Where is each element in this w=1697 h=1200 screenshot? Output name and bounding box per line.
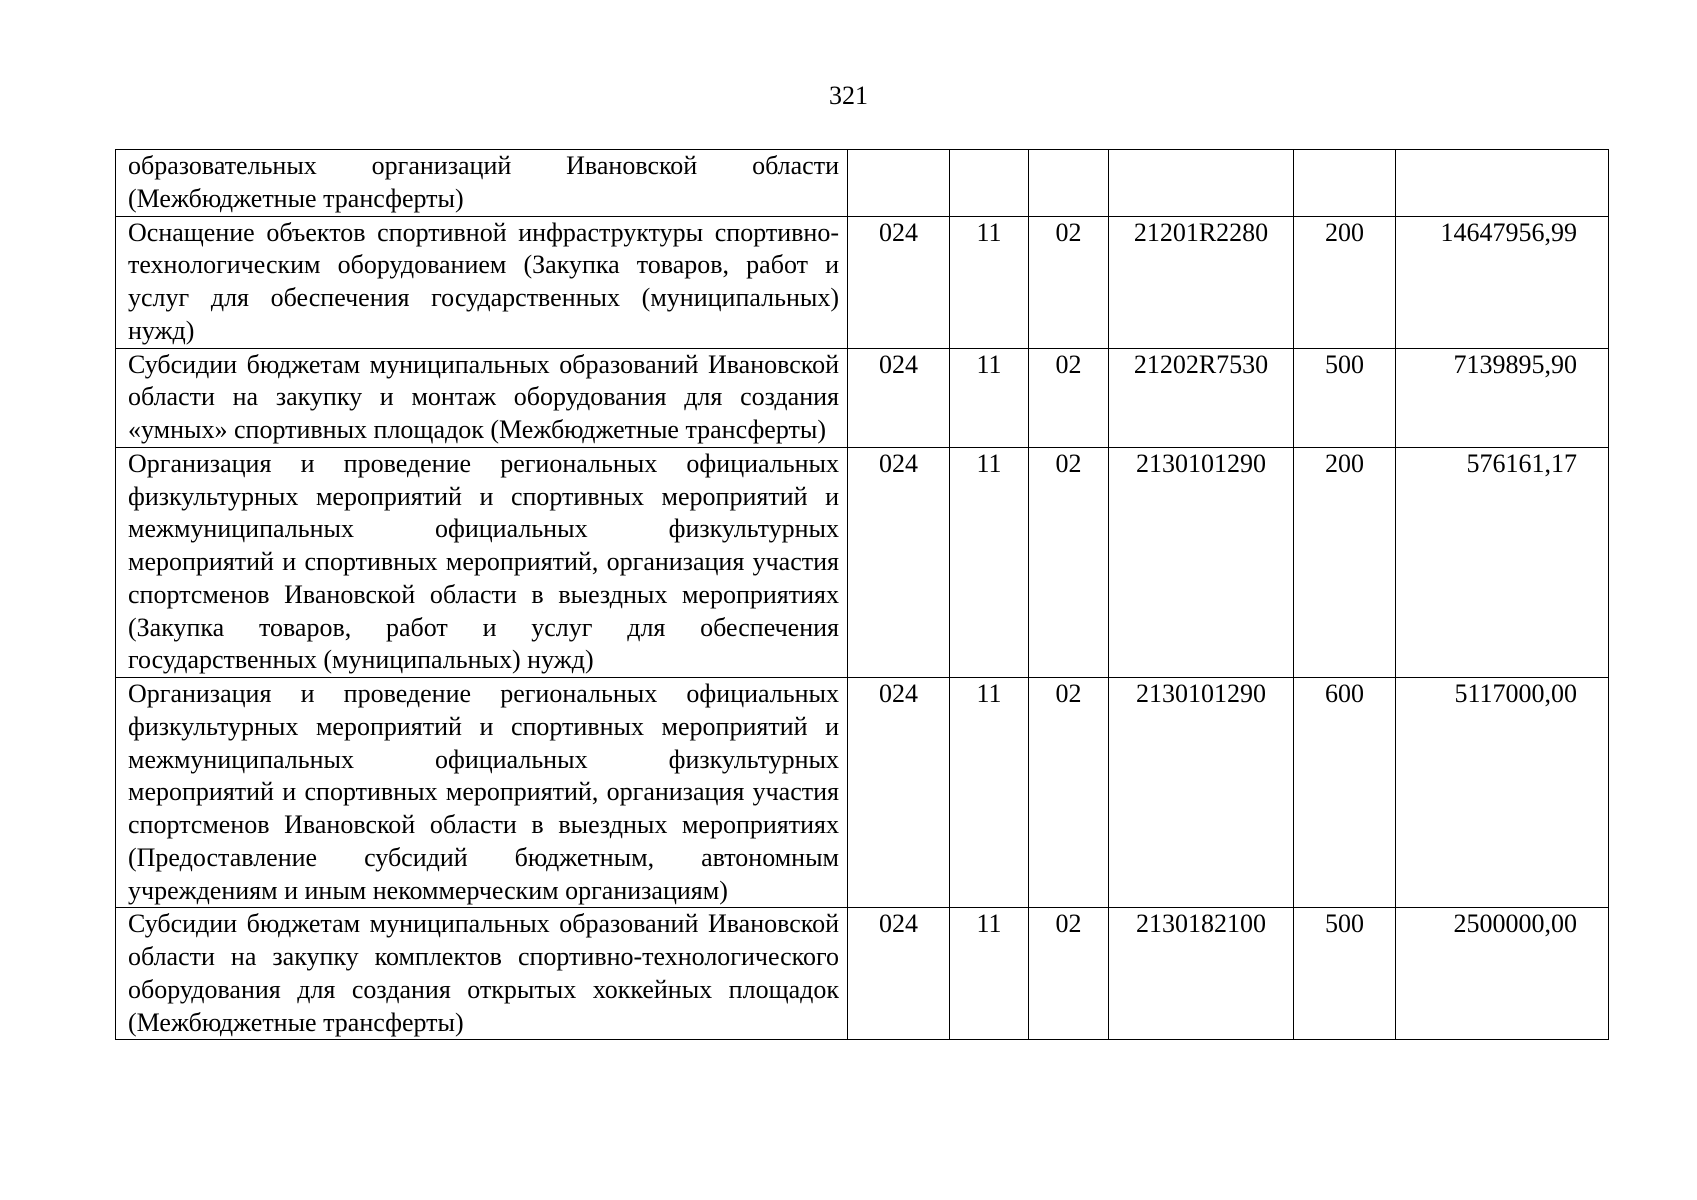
table-row: [116, 348, 1609, 447]
row-subsection-code: 02: [1029, 216, 1109, 348]
row-target-article: [1109, 150, 1294, 217]
row-grbs-code: 024: [848, 348, 950, 447]
row-target-article: 21202R7530: [1109, 348, 1294, 447]
page-number: 321: [829, 81, 868, 110]
row-grbs-code: 024: [848, 216, 950, 348]
row-expense-type: [1294, 150, 1396, 217]
row-section-code: 11: [950, 216, 1029, 348]
row-amount: 7139895,90: [1396, 348, 1609, 447]
table-row: [116, 678, 1609, 908]
row-subsection-code: [1029, 150, 1109, 217]
row-description: Оснащение объектов спортивной инфраструктуры спортивно-технологическим оборудованием (Закупка товаров, работ и услуг для обеспечения государственных (муниципальных) нужд): [116, 216, 848, 348]
row-description: Организация и проведение региональных официальных физкультурных мероприятий и спортивных мероприятий и межмуниципальных официальных физкультурных мероприятий и спортивных мероприятий, организация участия спортсменов Ивановской области в выездных мероприятиях (Закупка товаров, работ и услуг для обеспечения государственных (муниципальных) нужд): [116, 447, 848, 677]
row-subsection-code: 02: [1029, 678, 1109, 908]
row-description: Субсидии бюджетам муниципальных образований Ивановской области на закупку и монтаж оборудования для создания «умных» спортивных площадок (Межбюджетные трансферты): [116, 348, 848, 447]
row-subsection-code: 02: [1029, 447, 1109, 677]
row-section-code: 11: [950, 447, 1029, 677]
budget-table: [115, 149, 1609, 1040]
row-amount: 576161,17: [1396, 447, 1609, 677]
row-grbs-code: 024: [848, 908, 950, 1040]
row-target-article: 21201R2280: [1109, 216, 1294, 348]
row-expense-type: 200: [1294, 447, 1396, 677]
row-target-article: 2130101290: [1109, 678, 1294, 908]
row-amount: 2500000,00: [1396, 908, 1609, 1040]
row-grbs-code: [848, 150, 950, 217]
row-section-code: 11: [950, 348, 1029, 447]
row-section-code: [950, 150, 1029, 217]
row-amount: 5117000,00: [1396, 678, 1609, 908]
table-row: [116, 447, 1609, 677]
row-expense-type: 200: [1294, 216, 1396, 348]
row-description: Субсидии бюджетам муниципальных образований Ивановской области на закупку комплектов спортивно-технологического оборудования для создания открытых хоккейных площадок (Межбюджетные трансферты): [116, 908, 848, 1040]
row-expense-type: 500: [1294, 348, 1396, 447]
row-subsection-code: 02: [1029, 908, 1109, 1040]
row-description: Организация и проведение региональных официальных физкультурных мероприятий и спортивных мероприятий и межмуниципальных официальных физкультурных мероприятий и спортивных мероприятий, организация участия спортсменов Ивановской области в выездных мероприятиях (Предоставление субсидий бюджетным, автономным учреждениям и иным некоммерческим организациям): [116, 678, 848, 908]
row-target-article: 2130101290: [1109, 447, 1294, 677]
row-expense-type: 500: [1294, 908, 1396, 1040]
row-description: образовательных организаций Ивановской области (Межбюджетные трансферты): [116, 150, 848, 217]
row-expense-type: 600: [1294, 678, 1396, 908]
row-grbs-code: 024: [848, 447, 950, 677]
row-section-code: 11: [950, 678, 1029, 908]
table-row: [116, 216, 1609, 348]
table-row: [116, 150, 1609, 217]
row-grbs-code: 024: [848, 678, 950, 908]
table-row: [116, 908, 1609, 1040]
row-amount: [1396, 150, 1609, 217]
row-subsection-code: 02: [1029, 348, 1109, 447]
row-amount: 14647956,99: [1396, 216, 1609, 348]
row-target-article: 2130182100: [1109, 908, 1294, 1040]
row-section-code: 11: [950, 908, 1029, 1040]
